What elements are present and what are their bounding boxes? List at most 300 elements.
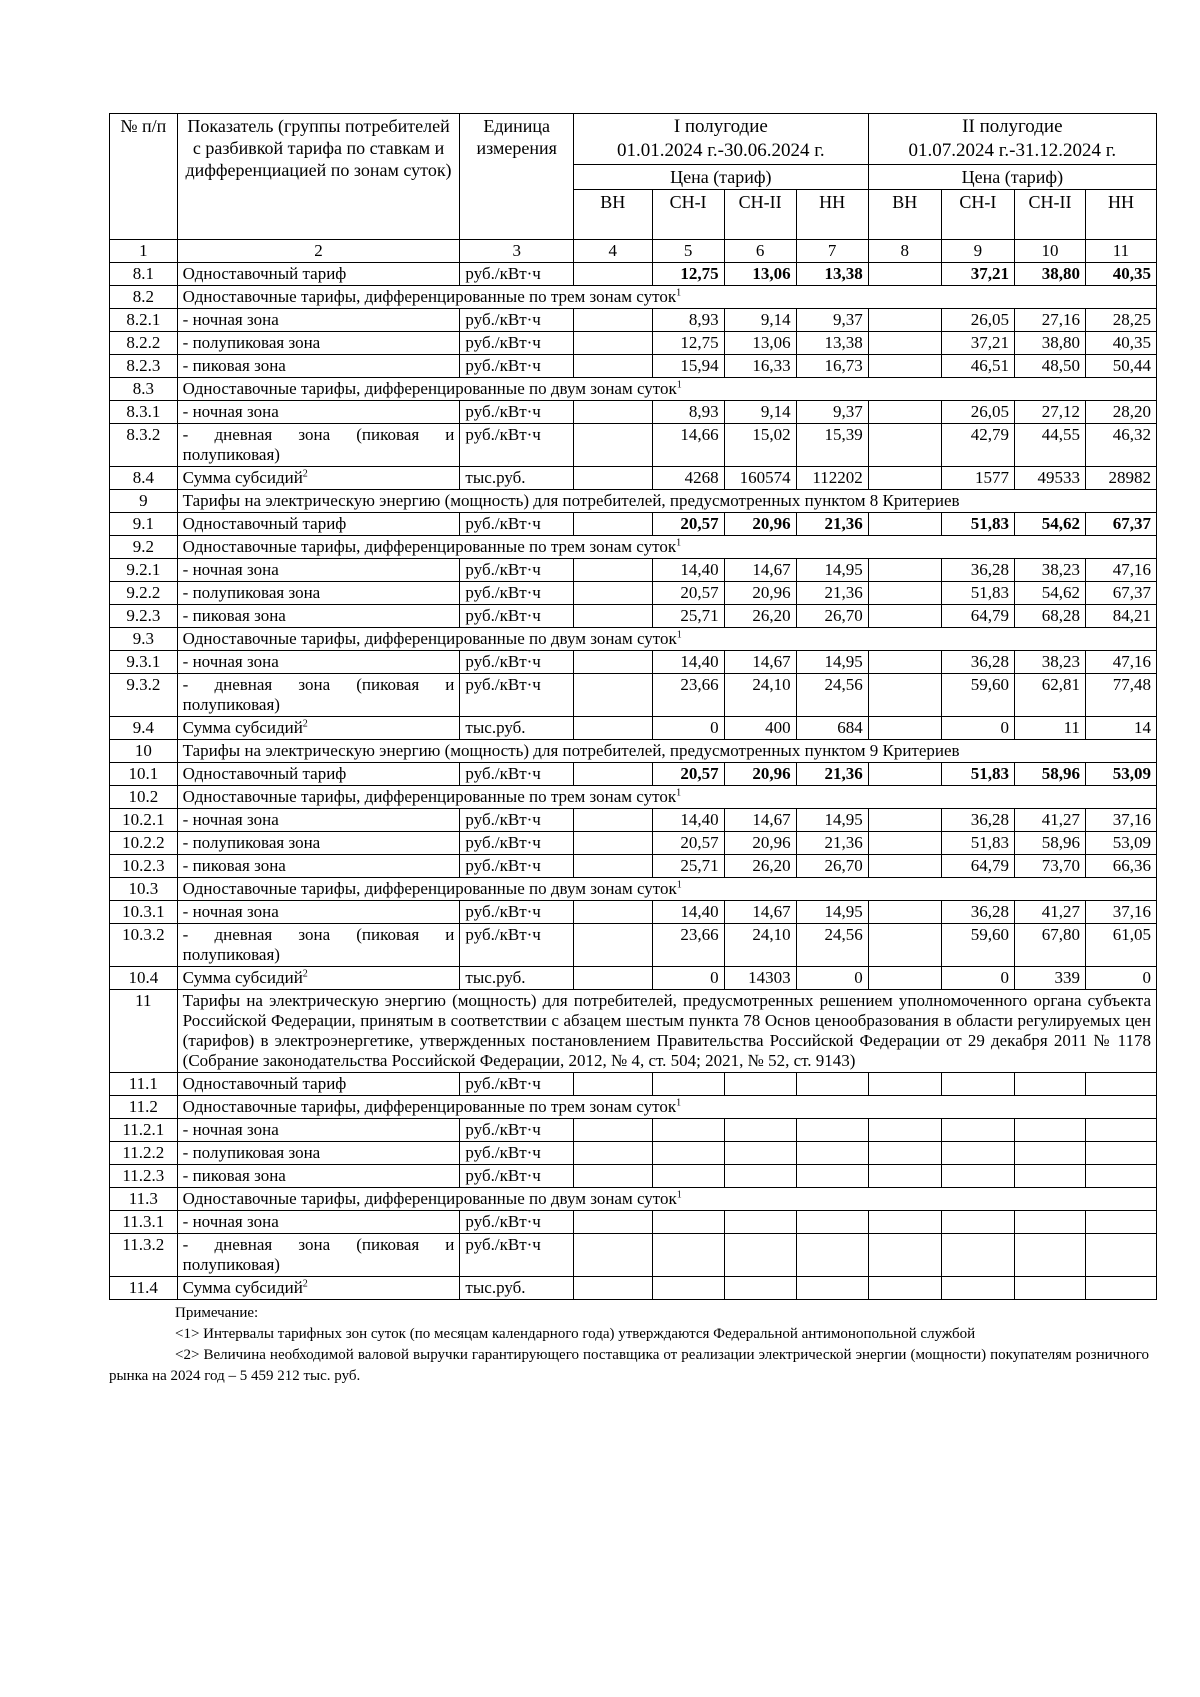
section-row [110,286,1157,309]
footnote-mark: 2 [302,468,308,480]
value-cell [868,1277,941,1300]
row-name: Сумма субсидий [182,968,303,987]
section-row [110,378,1157,401]
value-cell [868,332,941,355]
value-cell: 73,70 [1014,855,1085,878]
voltage-level: ВН [573,190,652,240]
value-cell: 0 [652,717,724,740]
value-cell: 14,40 [652,559,724,582]
value-cell [652,1119,724,1142]
row-unit: руб./кВт·ч [460,605,574,628]
value-cell: 53,09 [1085,832,1156,855]
value-cell: 24,56 [796,674,868,717]
value-cell: 51,83 [941,832,1014,855]
value-cell [573,1073,652,1096]
value-cell [868,401,941,424]
row-unit: руб./кВт·ч [460,1073,574,1096]
table-row [110,424,1157,467]
row-name: - ночная зона [182,810,279,829]
row-number: 9.2.3 [110,605,178,628]
table-row [110,582,1157,605]
value-cell [724,1142,796,1165]
value-cell: 16,73 [796,355,868,378]
section-title-cell [177,878,1156,901]
value-cell: 400 [724,717,796,740]
row-name-cell [177,1119,460,1142]
value-cell: 15,94 [652,355,724,378]
row-name-cell [177,559,460,582]
header-row-1 [110,114,1157,165]
row-name: - ночная зона [182,1212,279,1231]
section-title-cell [177,536,1156,559]
row-number: 10.1 [110,763,178,786]
value-cell: 26,70 [796,855,868,878]
footnote-mark: 2 [302,718,308,730]
table-row [110,674,1157,717]
value-cell: 12,75 [652,332,724,355]
value-cell: 27,12 [1014,401,1085,424]
value-cell: 36,28 [941,901,1014,924]
row-number: 8.1 [110,263,178,286]
value-cell: 47,16 [1085,651,1156,674]
value-cell [796,1142,868,1165]
value-cell [868,1211,941,1234]
value-cell: 9,14 [724,309,796,332]
value-cell [573,967,652,990]
value-cell: 26,20 [724,855,796,878]
value-cell [1085,1234,1156,1277]
row-name-cell [177,582,460,605]
value-cell: 53,09 [1085,763,1156,786]
row-number: 9.3.2 [110,674,178,717]
row-name-cell [177,651,460,674]
voltage-level: СН-I [652,190,724,240]
row-number: 8.2.1 [110,309,178,332]
value-cell [796,1211,868,1234]
value-cell: 20,57 [652,513,724,536]
value-cell [573,1234,652,1277]
row-name-cell [177,763,460,786]
footnote-mark: 1 [676,629,682,641]
value-cell: 15,02 [724,424,796,467]
row-number: 10.3.1 [110,901,178,924]
section-title: Одноставочные тарифы, дифференцированные по трем зонам суток [182,537,677,556]
value-cell: 51,83 [941,513,1014,536]
table-row [110,1234,1157,1277]
value-cell [1085,1211,1156,1234]
value-cell: 40,35 [1085,332,1156,355]
value-cell: 62,81 [1014,674,1085,717]
value-cell: 20,96 [724,832,796,855]
row-name: - дневная зона (пиковая и полупиковая) [182,425,455,464]
row-number: 10.2.2 [110,832,178,855]
value-cell: 26,70 [796,605,868,628]
footnote-mark: 2 [302,1278,308,1290]
value-cell [1085,1277,1156,1300]
table-row [110,763,1157,786]
row-name-cell [177,401,460,424]
value-cell: 12,75 [652,263,724,286]
row-name: Одноставочный тариф [182,764,347,783]
value-cell: 38,23 [1014,651,1085,674]
column-number: 11 [1085,240,1156,263]
value-cell [868,582,941,605]
value-cell [868,651,941,674]
row-name: - ночная зона [182,560,279,579]
value-cell: 0 [1085,967,1156,990]
row-number: 11.3.1 [110,1211,178,1234]
row-number: 9.2 [110,536,178,559]
row-name-cell [177,513,460,536]
period-1-dates: 01.01.2024 г.-30.06.2024 г. [617,140,825,161]
row-name-cell [177,809,460,832]
row-name: - пиковая зона [182,356,286,375]
value-cell: 4268 [652,467,724,490]
value-cell: 26,20 [724,605,796,628]
table-row [110,717,1157,740]
price-label-2: Цена (тариф) [868,165,1156,190]
value-cell: 40,35 [1085,263,1156,286]
value-cell [868,355,941,378]
column-number: 2 [177,240,460,263]
row-unit: руб./кВт·ч [460,1119,574,1142]
row-unit: руб./кВт·ч [460,924,574,967]
value-cell [796,1073,868,1096]
row-name: - пиковая зона [182,856,286,875]
value-cell: 9,14 [724,401,796,424]
value-cell [573,309,652,332]
value-cell [573,467,652,490]
value-cell: 67,80 [1014,924,1085,967]
value-cell: 50,44 [1085,355,1156,378]
section-title: Одноставочные тарифы, дифференцированные по трем зонам суток [182,787,677,806]
value-cell [868,309,941,332]
row-name-cell [177,424,460,467]
row-unit: руб./кВт·ч [460,901,574,924]
row-number: 10.2 [110,786,178,809]
row-number: 9.3 [110,628,178,651]
value-cell: 67,37 [1085,582,1156,605]
row-unit: руб./кВт·ч [460,513,574,536]
row-name-cell [177,1073,460,1096]
notes-block [109,1303,1157,1387]
value-cell: 49533 [1014,467,1085,490]
value-cell: 21,36 [796,513,868,536]
table-row [110,401,1157,424]
table-row [110,1073,1157,1096]
table-row [110,605,1157,628]
section-row [110,786,1157,809]
row-name: - ночная зона [182,652,279,671]
value-cell [868,605,941,628]
notes-title: Примечание: [175,1305,259,1321]
column-number-row [110,240,1157,263]
value-cell [573,763,652,786]
value-cell: 0 [796,967,868,990]
note-item-1: <1> Интервалы тарифных зон суток (по месяцам календарного года) утверждаются Федеральной антимонопольной службой [175,1326,976,1342]
value-cell: 84,21 [1085,605,1156,628]
value-cell [868,1073,941,1096]
value-cell [941,1142,1014,1165]
value-cell [941,1073,1014,1096]
value-cell: 20,57 [652,582,724,605]
value-cell: 28,25 [1085,309,1156,332]
value-cell [1014,1073,1085,1096]
value-cell: 0 [652,967,724,990]
section-row [110,878,1157,901]
tariff-table [109,113,1157,1300]
row-number: 8.2 [110,286,178,309]
value-cell [868,513,941,536]
value-cell [573,1119,652,1142]
row-name-cell [177,967,460,990]
row-unit: тыс.руб. [460,1277,574,1300]
row-name: Сумма субсидий [182,718,303,737]
value-cell [573,855,652,878]
row-number: 9.3.1 [110,651,178,674]
value-cell [868,1142,941,1165]
period-1-title: I полугодие [673,116,768,137]
footnote-mark: 1 [676,879,682,891]
row-unit: руб./кВт·ч [460,809,574,832]
value-cell [1085,1119,1156,1142]
value-cell: 28,20 [1085,401,1156,424]
section-title: Одноставочные тарифы, дифференцированные по трем зонам суток [182,1097,677,1116]
row-name: Одноставочный тариф [182,264,347,283]
value-cell [573,332,652,355]
value-cell: 9,37 [796,309,868,332]
value-cell: 21,36 [796,582,868,605]
row-number: 8.4 [110,467,178,490]
section-row [110,1188,1157,1211]
value-cell: 14,67 [724,559,796,582]
value-cell: 14,95 [796,809,868,832]
row-name: - ночная зона [182,402,279,421]
value-cell [868,967,941,990]
value-cell: 23,66 [652,674,724,717]
value-cell [652,1165,724,1188]
row-unit: руб./кВт·ч [460,1234,574,1277]
value-cell: 46,51 [941,355,1014,378]
row-unit: руб./кВт·ч [460,424,574,467]
value-cell: 23,66 [652,924,724,967]
section-title: Тарифы на электрическую энергию (мощность) для потребителей, предусмотренных решением уполномоченного органа субъекта Российской Федерации, принятым в соответствии с абзацем шестым пункта 78 Основ ценообразования в области регулируемых цен (тарифов) в электроэнергетике, утвержденных постановлением Правительства Российской Федерации от 29 декабря 2011 № 1178 (Собрание законодательства Российской Федерации, 2012, № 4, ст. 504; 2021, № 52, ст. 9143) [182,991,1151,1070]
table-row [110,924,1157,967]
value-cell: 21,36 [796,763,868,786]
row-name-cell [177,332,460,355]
footnote-mark: 1 [676,1097,682,1109]
footnote-mark: 1 [676,537,682,549]
row-name: - полупиковая зона [182,333,321,352]
section-row [110,740,1157,763]
value-cell [573,674,652,717]
row-number: 11.2 [110,1096,178,1119]
value-cell: 64,79 [941,855,1014,878]
value-cell: 8,93 [652,309,724,332]
value-cell: 20,96 [724,513,796,536]
value-cell [573,559,652,582]
row-number: 10.3 [110,878,178,901]
row-number: 10.4 [110,967,178,990]
row-number: 10.2.3 [110,855,178,878]
note-item-2: <2> Величина необходимой валовой выручки гарантирующего поставщика от реализации электрической энергии (мощности) покупателям розничного рынка на 2024 год – 5 459 212 тыс. руб. [109,1347,1149,1384]
value-cell [868,924,941,967]
row-name: - полупиковая зона [182,833,321,852]
row-number: 9.2.1 [110,559,178,582]
voltage-level: СН-II [724,190,796,240]
price-label-1: Цена (тариф) [573,165,868,190]
value-cell: 24,10 [724,924,796,967]
document-page [109,113,1157,1387]
value-cell [724,1211,796,1234]
row-number: 11.4 [110,1277,178,1300]
row-name: - ночная зона [182,902,279,921]
value-cell [796,1234,868,1277]
value-cell [941,1119,1014,1142]
value-cell: 16,33 [724,355,796,378]
table-row [110,901,1157,924]
tariff-table-body [110,263,1157,1300]
value-cell: 38,23 [1014,559,1085,582]
value-cell: 20,57 [652,763,724,786]
row-number: 9 [110,490,178,513]
row-name-cell [177,467,460,490]
value-cell: 160574 [724,467,796,490]
voltage-level: НН [796,190,868,240]
value-cell [652,1211,724,1234]
value-cell [573,1277,652,1300]
section-title-cell [177,786,1156,809]
value-cell [941,1211,1014,1234]
row-name: - пиковая зона [182,1166,286,1185]
row-name-cell [177,1211,460,1234]
row-number: 8.3 [110,378,178,401]
value-cell: 37,21 [941,263,1014,286]
value-cell [652,1277,724,1300]
row-number: 11.1 [110,1073,178,1096]
value-cell: 41,27 [1014,901,1085,924]
value-cell: 36,28 [941,651,1014,674]
row-number: 11.2.3 [110,1165,178,1188]
value-cell: 38,80 [1014,332,1085,355]
header-period-1 [573,114,868,165]
value-cell [868,855,941,878]
row-name-cell [177,924,460,967]
section-title-cell [177,740,1156,763]
value-cell: 1577 [941,467,1014,490]
value-cell [868,901,941,924]
section-title-cell [177,990,1156,1073]
row-unit: руб./кВт·ч [460,332,574,355]
value-cell: 42,79 [941,424,1014,467]
table-row [110,809,1157,832]
value-cell [868,1165,941,1188]
voltage-level: СН-I [941,190,1014,240]
value-cell [573,263,652,286]
row-number: 11.3.2 [110,1234,178,1277]
value-cell [1014,1234,1085,1277]
value-cell: 64,79 [941,605,1014,628]
value-cell [573,717,652,740]
column-number: 10 [1014,240,1085,263]
value-cell [573,582,652,605]
row-number: 10.3.2 [110,924,178,967]
row-number: 9.2.2 [110,582,178,605]
value-cell: 684 [796,717,868,740]
value-cell [724,1073,796,1096]
table-row [110,309,1157,332]
footnote-mark: 1 [676,1189,682,1201]
column-number: 6 [724,240,796,263]
row-unit: руб./кВт·ч [460,559,574,582]
row-name: - дневная зона (пиковая и полупиковая) [182,675,455,714]
row-name-cell [177,717,460,740]
row-number: 10.2.1 [110,809,178,832]
row-number: 10 [110,740,178,763]
value-cell: 20,57 [652,832,724,855]
value-cell: 339 [1014,967,1085,990]
value-cell: 14,95 [796,651,868,674]
value-cell [724,1277,796,1300]
table-row [110,967,1157,990]
value-cell [1085,1165,1156,1188]
value-cell: 13,38 [796,263,868,286]
value-cell: 51,83 [941,582,1014,605]
value-cell [868,832,941,855]
row-unit: руб./кВт·ч [460,263,574,286]
value-cell: 51,83 [941,763,1014,786]
value-cell: 11 [1014,717,1085,740]
value-cell: 37,16 [1085,809,1156,832]
value-cell [573,513,652,536]
row-number: 11.2.1 [110,1119,178,1142]
value-cell: 58,96 [1014,763,1085,786]
section-title: Одноставочные тарифы, дифференцированные по двум зонам суток [182,379,677,398]
value-cell [1014,1119,1085,1142]
value-cell [796,1119,868,1142]
row-name: Сумма субсидий [182,1278,303,1297]
value-cell: 27,16 [1014,309,1085,332]
value-cell [573,901,652,924]
value-cell [941,1165,1014,1188]
footnote-mark: 1 [676,787,682,799]
value-cell: 20,96 [724,582,796,605]
value-cell [573,924,652,967]
column-number: 7 [796,240,868,263]
value-cell: 9,37 [796,401,868,424]
column-number: 3 [460,240,574,263]
section-title-cell [177,286,1156,309]
value-cell [868,424,941,467]
value-cell: 36,28 [941,559,1014,582]
table-row [110,559,1157,582]
header-period-2 [868,114,1156,165]
value-cell: 67,37 [1085,513,1156,536]
footnote-mark: 1 [676,287,682,299]
row-name-cell [177,355,460,378]
value-cell: 37,16 [1085,901,1156,924]
section-row [110,490,1157,513]
value-cell: 13,38 [796,332,868,355]
value-cell: 25,71 [652,605,724,628]
value-cell: 14,40 [652,901,724,924]
value-cell: 48,50 [1014,355,1085,378]
value-cell: 54,62 [1014,582,1085,605]
table-row [110,832,1157,855]
value-cell [941,1234,1014,1277]
value-cell [1085,1142,1156,1165]
value-cell [1014,1211,1085,1234]
